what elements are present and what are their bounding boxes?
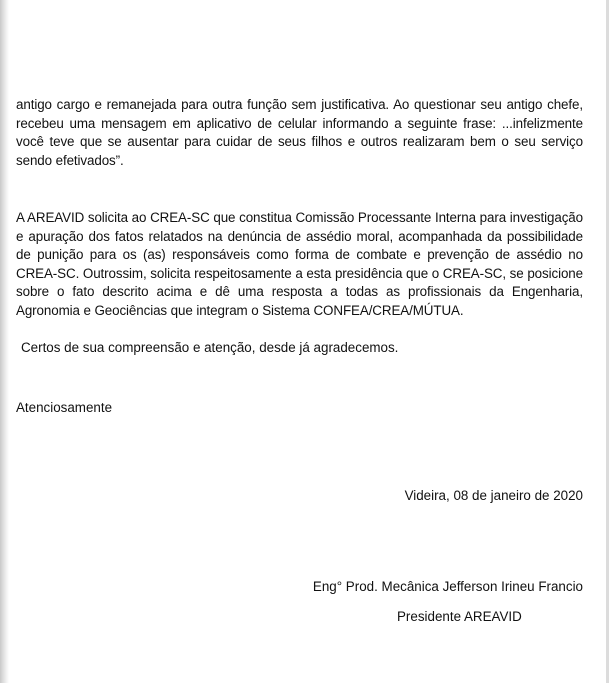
body-paragraph-request: A AREAVID solicita ao CREA-SC que constitua Comissão Processante Interna para investigação e apuração dos fatos relatados na denúncia de assédio moral, acompanhada da possibilidade de punição para os (as) responsáveis como forma de combate e prevenção de assédio no CREA-SC. Outrossim, solicita respeitosamente a esta presidência que o CREA-SC, se posicione sobre o fato descrito acima e dê uma resposta a todas as profissionais da Engenharia, Agronomia e Geociências que integram o Sistema CONFEA/CREA/MÚTUA. <box>16 210 583 318</box>
closing-line: Certos de sua compreensão e atenção, desde já agradecemos. <box>21 340 399 355</box>
date-line: Videira, 08 de janeiro de 2020 <box>404 488 583 503</box>
body-paragraph-complaint: antigo cargo e remanejada para outra função sem justificativa. Ao questionar seu antigo chefe, recebeu uma mensagem em aplicativo de celular informando a seguinte frase: ...infelizmente você teve que se ausentar para cuidar de seus filhos e outros realizaram bem o seu serviço sendo efetivados”. <box>16 97 583 168</box>
regards-line: Atenciosamente <box>16 400 113 415</box>
page-left-shadow <box>0 0 9 683</box>
signer-name: Eng° Prod. Mecânica Jefferson Irineu Francio <box>312 579 583 594</box>
signer-role: Presidente AREAVID <box>397 609 522 624</box>
